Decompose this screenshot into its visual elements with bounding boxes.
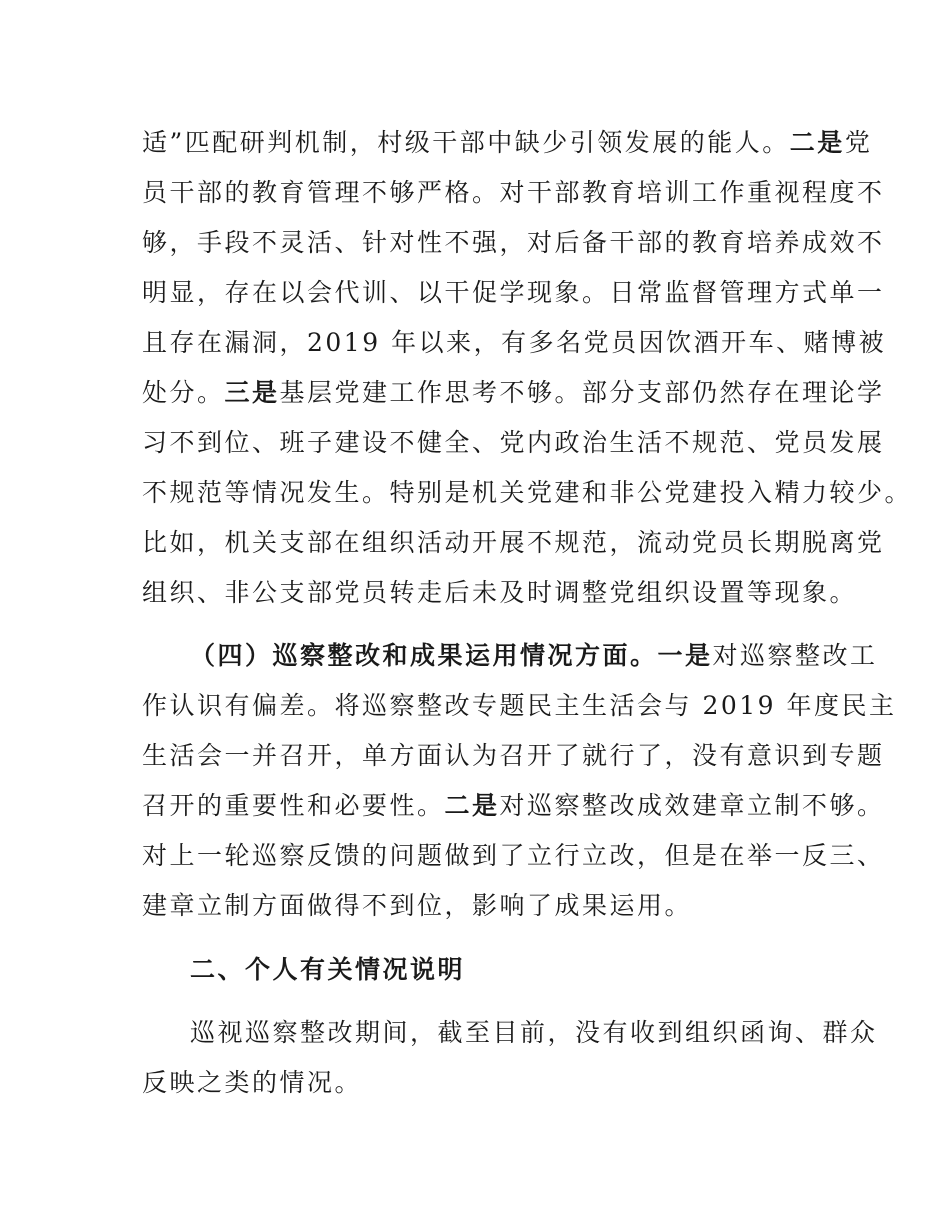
text-run: 处分。	[142, 378, 225, 407]
bold-keyword: 一是	[657, 641, 713, 670]
paragraph-line: 对上一轮巡察反馈的问题做到了立行立改，但是在举一反三、	[142, 841, 885, 870]
paragraph-line: 习不到位、班子建设不健全、党内政治生活不规范、党员发展	[142, 428, 885, 457]
paragraph-line: 比如，机关支部在组织活动开展不规范，流动党员长期脱离党	[142, 528, 885, 557]
text-run: 基层党建工作思考不够。部分支部仍然存在理论学	[279, 378, 885, 407]
section-heading: 二、个人有关情况说明	[190, 955, 466, 984]
section-lead: （四）巡察整改和成果运用情况方面。	[190, 641, 658, 670]
text-run: 党	[844, 128, 873, 157]
paragraph-line	[190, 643, 878, 668]
paragraph-line: 建章立制方面做得不到位，影响了成果运用。	[142, 891, 693, 920]
paragraph-line: 反映之类的情况。	[142, 1068, 363, 1097]
bold-keyword: 三是	[224, 378, 280, 407]
paragraph-line: 作认识有偏差。将巡察整改专题民主生活会与 2019 年度民主	[142, 691, 897, 720]
paragraph-line: 不规范等情况发生。特别是机关党建和非公党建投入精力较少。	[142, 478, 913, 507]
paragraph-line: 员干部的教育管理不够严格。对干部教育培训工作重视程度不	[142, 178, 885, 207]
text-run: 召开的重要性和必要性。	[142, 791, 445, 820]
paragraph-line: 明显，存在以会代训、以干促学现象。日常监督管理方式单一	[142, 278, 885, 307]
paragraph-line	[142, 380, 885, 405]
paragraph-line: 且存在漏洞，2019 年以来，有多名党员因饮酒开车、赌博被	[142, 328, 887, 357]
text-run: 对巡察整改成效建章立制不够。	[499, 791, 885, 820]
bold-keyword: 二是	[789, 128, 845, 157]
paragraph-line	[142, 793, 885, 818]
bold-keyword: 二是	[444, 791, 500, 820]
paragraph-line: 生活会一并召开，单方面认为召开了就行了，没有意识到专题	[142, 741, 885, 770]
text-run: 对巡察整改工	[712, 641, 878, 670]
paragraph-line	[142, 130, 872, 155]
paragraph-line: 组织、非公支部党员转走后未及时调整党组织设置等现象。	[142, 578, 858, 607]
paragraph-line: 巡视巡察整改期间，截至目前，没有收到组织函询、群众	[190, 1018, 878, 1047]
paragraph-line: 够，手段不灵活、针对性不强，对后备干部的教育培养成效不	[142, 228, 885, 257]
text-run: 适”匹配研判机制，村级干部中缺少引领发展的能人。	[142, 128, 790, 157]
